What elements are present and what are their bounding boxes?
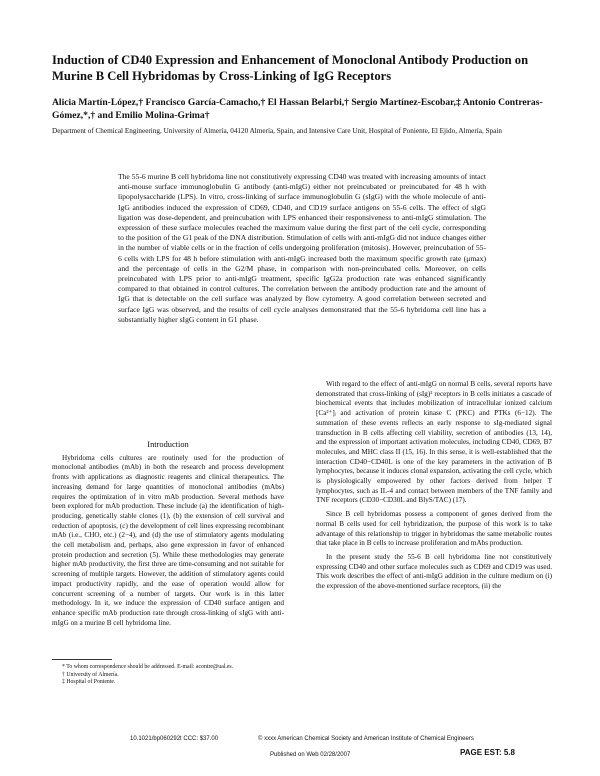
footnote: * To whom correspondence should be addressed. E-mail: acontre@ual.es. [62,664,234,670]
abstract: The 55-6 murine B cell hybridoma line not constitutively expressing CD40 was treated with increasing amounts of intact anti-mouse surface immunoglobulin G antibody (anti-mIgG) either not preincubated or preincubated for 48 h with lipopolysaccharide (LPS). In vitro, cross-linking of surface immunoglobulin G (sIgG) with the whole molecule of anti-IgG antibodies induced the expression of CD69, CD40, and CD19 surface antigens on 55-6 cells. The effect of sIgG ligation was dose-dependent, and preincubation with LPS enhanced their responsiveness to anti-mIgG stimulation. The expression of these surface molecules reached the maximum value during the first part of the cell cycle, corresponding to the position of the G1 peak of the DNA distribution. Stimulation of cells with anti-mIgG did not induce changes either in the number of viable cells or in the fraction of cells undergoing proliferation (mitosis). However, preincubation of 55-6 cells with LPS for 48 h before stimulation with anti-mIgG increased both the maximum specific growth rate (μmax) and the percentage of cells in the G2/M phase, in comparison with non-preincubated cells. Moreover, on cells preincubated with LPS prior to anti-mIgG treatment, specific IgG2a production rate was enhanced significantly compared to that obtained in control cultures. The correlation between the antibody production rate and the amount of IgG that is detectable on the cell surface was analyzed by flow cytometry. A good correlation between secreted and surface IgG was observed, and the results of cell cycle analyses demonstrated that the 55-6 hybridoma cell line has a substantially higher sIgG content in G1 phase. [118,172,486,324]
paragraph: With regard to the effect of anti-mIgG on normal B cells, several reports have demonstrated that cross-linking of (sIg)² receptors in B cells initiates a cascade of biochemical events that includes mobilization of intracellular ionized calcium [Ca²⁺]ᵢ and activation of protein kinase C (PKC) and PTKs (6−12). The summation of these events reflects an early response to sIg-mediated signal transduction in B cells affecting cell viability, secretion of antibodies (13, 14), and the expression of important activation molecules, including CD40, CD69, B7 molecules, and MHC class II (15, 16). In this sense, it is well-established that the interaction CD40−CD40L is one of the key parameters in the activation of B lymphocytes, because it induces clonal expansion, activating the cell cycle, which is physiologically empowered by other factors derived from helper T lymphocytes, such as IL-4 and contact between members of the TNF family and TNF receptors (CD30−CD30L and BlyS/TAC) (17). [316,380,552,505]
paragraph: Hybridoma cells cultures are routinely used for the production of monoclonal antibodies (mAb) in both the research and process development fronts with applications as diagnostic reagents and clinical therapeutics. The increasing demand for large quantities of monoclonal antibodies (mAbs) requires the optimization of in vitro mAb production. Several methods have been explored for mAb production. These include (a) the identification of high-producing, genetically stable clones (1), (b) the extension of cell survival and reduction of apoptosis, (c) the development of cell lines expressing recombinant mAb (i.e., CHO, etc.) (2−4), and (d) the use of stimulatory agents modulating the cell metabolism and, perhaps, also gene expression in favor of enhanced protein production and secretion (5). While these methodologies may generate higher mAb productivity, the first three are time-consuming and not suitable for screening of multiple targets. However, the addition of stimulatory agents could impact productivity rapidly, and the ease of operation would allow for concurrent screening of a number of targets. Our work is in this latter methodology. In it, we induce the expression of CD40 surface antigen and enhance specific mAb production rate through cross-linking of sIgG with anti-mIgG on a murine B cell hybridoma line. [52,453,284,627]
right-column [316,380,552,596]
footnote: ‡ Hospital of Poniente. [62,679,116,686]
paragraph: Since B cell hybridomas possess a component of genes derived from the normal B cells used for cell hybridization, the purpose of this work is to take advantage of this relationship to trigger in hybridomas the same metabolic routes that take place in B cells to increase proliferation and mAbs production. [316,510,552,548]
doi-line: 10.1021/bp060292t CCC: $37.00 [130,736,219,742]
footnote-divider [52,659,112,660]
section-heading-introduction: Introduction [147,440,189,449]
copyright-line: © xxxx American Chemical Society and American Institute of Chemical Engineers [258,736,474,742]
paper-title: Induction of CD40 Expression and Enhancement of Monoclonal Antibody Production on Murine B Cell Hybridomas by Cross-Linking of IgG Receptors [52,53,529,83]
footnotes [62,664,282,687]
paragraph: In the present study the 55-6 B cell hybridoma line not constitutively expressing CD40 and other surface molecules such as CD69 and CD19 was used. This work describes the effect of anti-mIgG addition in the culture medium on (i) the expression of the above-mentioned surface receptors, (ii) the [316,552,552,591]
published-date: Published on Web 02/28/2007 [270,752,351,758]
page-footer [130,735,530,758]
left-column [52,440,284,632]
footnote: † University of Almería. [62,671,119,678]
author-list: Alicia Martín-López,† Francisco García-Camacho,† El Hassan Belarbi,† Sergio Martínez-Escobar,‡ Antonio Contreras-Gómez,*,† and Emilio Molina-Grima† [52,97,543,121]
page-estimate: PAGE EST: 5.8 [460,748,515,757]
affiliation: Department of Chemical Engineering, University of Almería, 04120 Almería, Spain, and Intensive Care Unit, Hospital of Poniente, El Ejido, Almería, Spain [52,127,502,135]
